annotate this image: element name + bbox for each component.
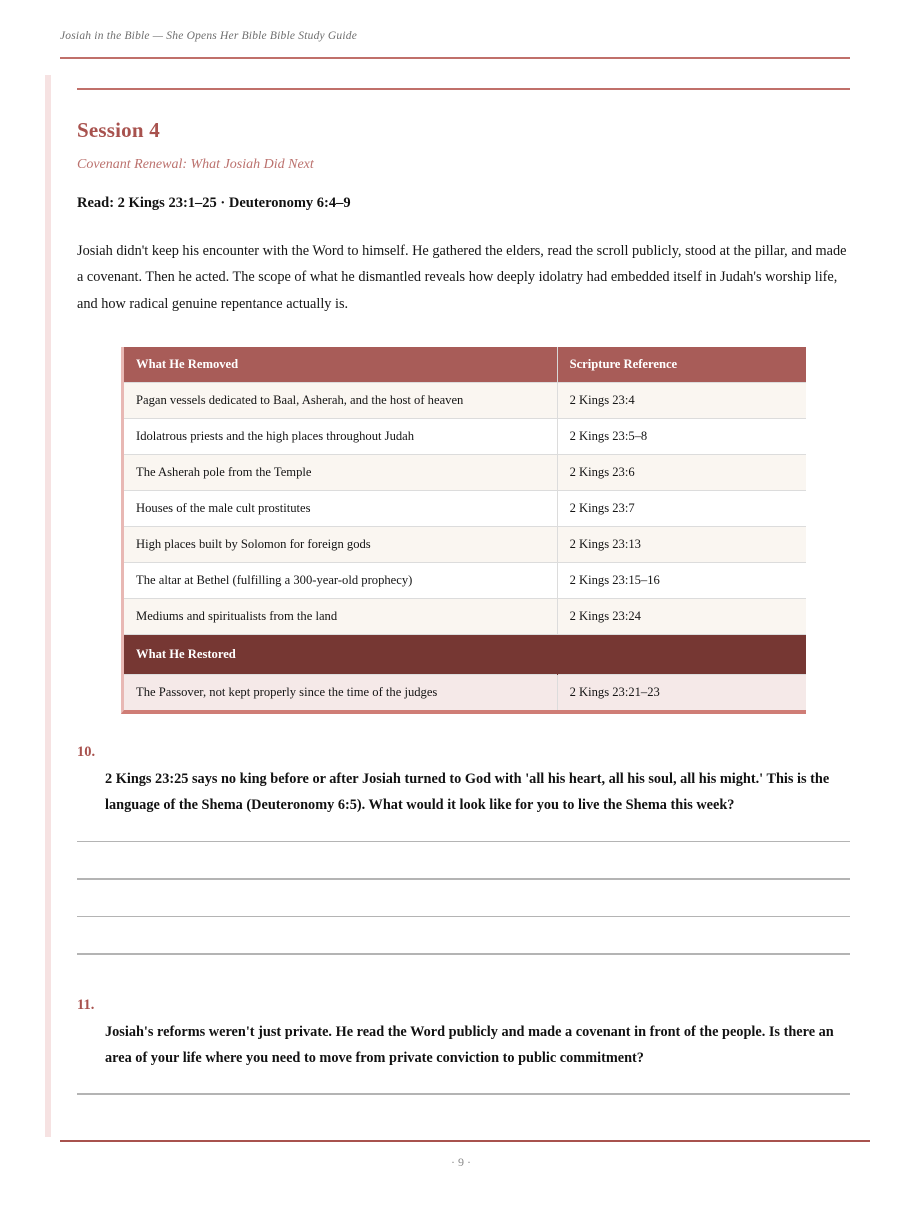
table-row xyxy=(124,491,806,527)
cell-item: Mediums and spiritualists from the land xyxy=(124,599,557,635)
table-row xyxy=(124,419,806,455)
cell-reference: 2 Kings 23:6 xyxy=(557,455,806,491)
cell-reference: 2 Kings 23:13 xyxy=(557,527,806,563)
question-number: 10. xyxy=(77,744,96,761)
cell-reference: 2 Kings 23:7 xyxy=(557,491,806,527)
table-row-restored xyxy=(124,675,806,711)
reforms-table-wrapper xyxy=(121,347,806,714)
subheader-label: What He Restored xyxy=(124,635,557,675)
question-block-10 xyxy=(77,744,850,954)
left-accent-bar xyxy=(45,75,51,1137)
cell-item: The Asherah pole from the Temple xyxy=(124,455,557,491)
answer-line[interactable] xyxy=(77,953,850,955)
cell-item: High places built by Solomon for foreign gods xyxy=(124,527,557,563)
cell-reference: 2 Kings 23:5–8 xyxy=(557,419,806,455)
page-number: · 9 · xyxy=(451,1155,471,1169)
answer-line[interactable] xyxy=(77,1093,850,1095)
table-row xyxy=(124,455,806,491)
table-row xyxy=(124,383,806,419)
running-header: Josiah in the Bible — She Opens Her Bible Bible Study Guide xyxy=(60,30,358,42)
answer-lines-11[interactable] xyxy=(77,1093,850,1095)
session-subtitle: Covenant Renewal: What Josiah Did Next xyxy=(77,157,314,172)
header-rule xyxy=(60,57,850,59)
intro-paragraph: Josiah didn't keep his encounter with the Word to himself. He gathered the elders, read the scroll publicly, stood at the pillar, and made a covenant. Then he acted. The scope of what he dismantled reveals how deeply idolatry had embedded itself in Judah's worship life, and how radical genuine repentance actually is. xyxy=(77,243,847,312)
cell-reference: 2 Kings 23:15–16 xyxy=(557,563,806,599)
column-header-what-he-removed: What He Removed xyxy=(124,347,557,383)
read-passages: Read: 2 Kings 23:1–25 · Deuteronomy 6:4–9 xyxy=(77,195,351,211)
answer-line[interactable] xyxy=(77,841,850,843)
question-text: 2 Kings 23:25 says no king before or after Josiah turned to God with 'all his heart, all his soul, all his might.' This is the language of the Shema (Deuteronomy 6:5). What would it look like for you to live the Shema this week? xyxy=(105,771,830,814)
table-subheader-row xyxy=(124,635,806,675)
table-row xyxy=(124,563,806,599)
table-header-row xyxy=(124,347,806,383)
answer-line[interactable] xyxy=(77,916,850,918)
column-header-scripture-reference: Scripture Reference xyxy=(557,347,806,383)
table-row xyxy=(124,599,806,635)
answer-line[interactable] xyxy=(77,878,850,880)
cell-item: Houses of the male cult prostitutes xyxy=(124,491,557,527)
section-top-rule xyxy=(77,88,850,90)
cell-item: The altar at Bethel (fulfilling a 300-year-old prophecy) xyxy=(124,563,557,599)
cell-item: Pagan vessels dedicated to Baal, Asherah, and the host of heaven xyxy=(124,383,557,419)
cell-reference: 2 Kings 23:24 xyxy=(557,599,806,635)
page-title: Session 4 xyxy=(77,118,160,142)
subheader-empty-cell xyxy=(557,635,806,675)
cell-item: The Passover, not kept properly since the time of the judges xyxy=(124,675,557,711)
cell-item: Idolatrous priests and the high places throughout Judah xyxy=(124,419,557,455)
table-row xyxy=(124,527,806,563)
reforms-table xyxy=(124,347,806,710)
content-column xyxy=(77,88,850,1095)
cell-reference: 2 Kings 23:21–23 xyxy=(557,675,806,711)
cell-reference: 2 Kings 23:4 xyxy=(557,383,806,419)
question-block-11 xyxy=(77,997,850,1095)
answer-lines-10[interactable] xyxy=(77,841,850,955)
footer-rule xyxy=(60,1140,870,1142)
question-text: Josiah's reforms weren't just private. He read the Word publicly and made a covenant in front of the people. Is there an area of your life where you need to move from private conviction to public commitment? xyxy=(105,1023,834,1066)
question-number: 11. xyxy=(77,996,95,1013)
